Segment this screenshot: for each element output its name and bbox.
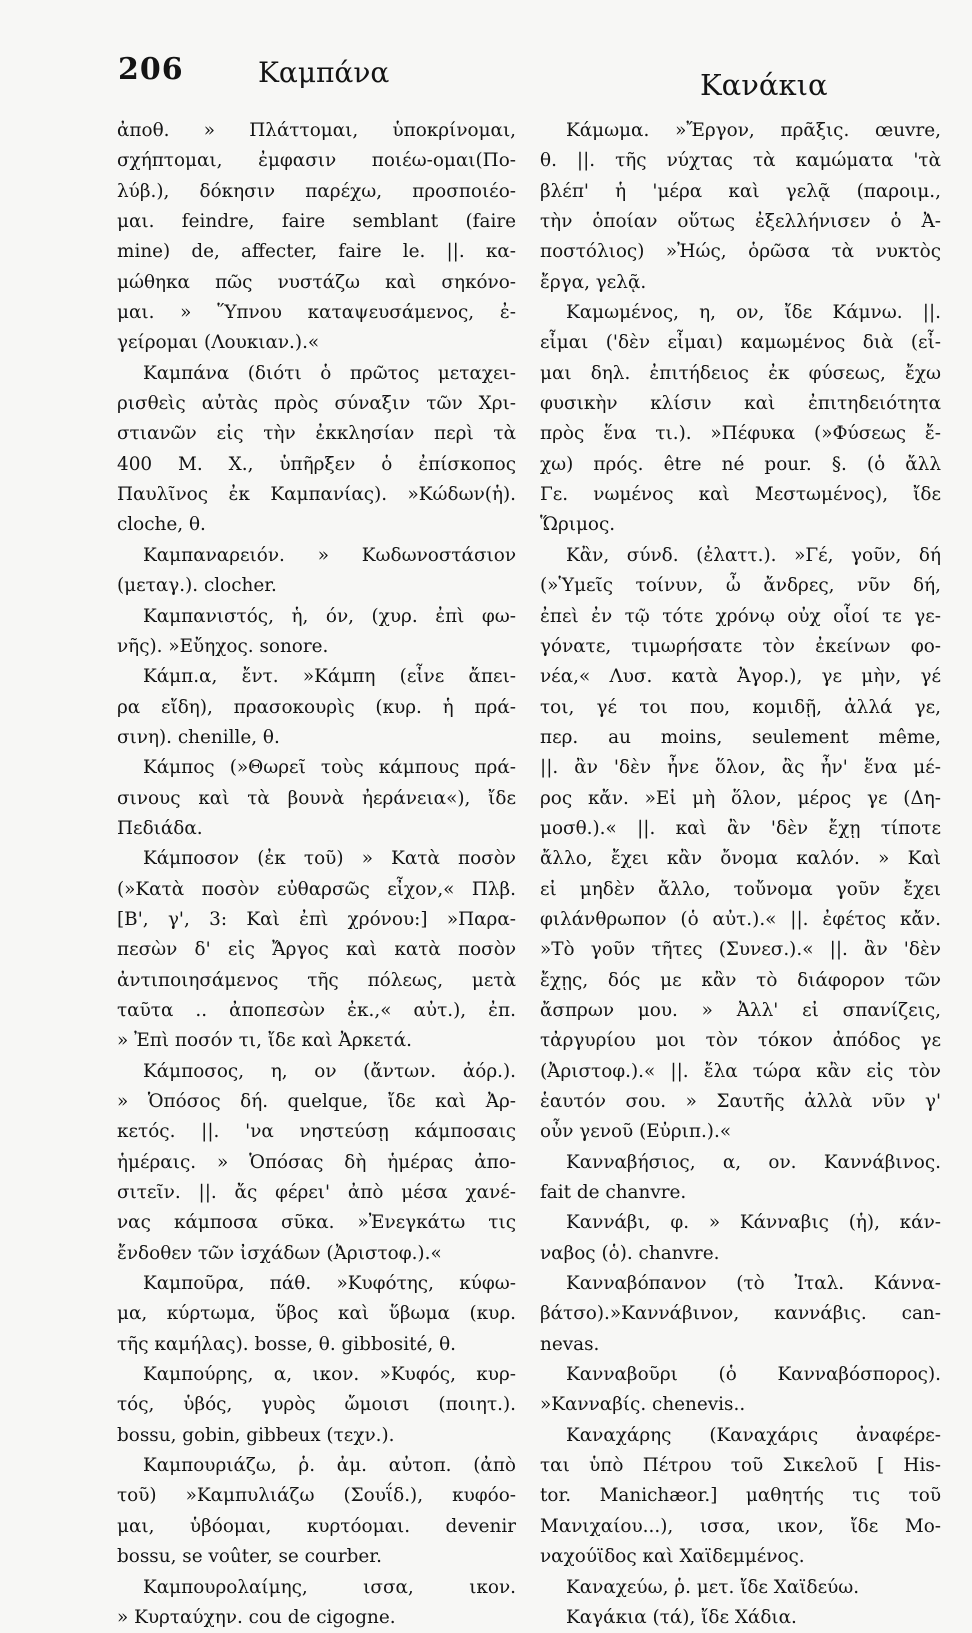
left-column (117, 116, 516, 1633)
page-number: 206 (118, 52, 184, 87)
text-line: στιανῶν εἰς τὴν ἐκκλησίαν περὶ τὰ (117, 423, 516, 445)
text-line: »Κανναβίς. chenevis.. (540, 1394, 746, 1416)
text-line: τοῦ) »Καμπυλιάζω (Σουΐδ.), κυφόο- (117, 1485, 516, 1507)
text-line: τἀργυρίου μοι τὸν τόκον ἀπόδος γε (540, 1030, 941, 1052)
text-line: Καμπανιστός, ἡ, όν, (χυρ. ἐπὶ φω- (143, 605, 516, 627)
text-line: Κάμωμα. »Ἔργον, πρᾶξις. œuvre, (566, 120, 941, 141)
text-line: περ. au moins, seulement même, (540, 726, 941, 748)
text-line: ναχούϊδος καὶ Χαϊδεμμένος. (540, 1546, 805, 1568)
text-line: σινη). chenille, θ. (117, 726, 280, 748)
text-line: (»Ὑμεῖς τοίνυν, ὦ ἄνδρες, νῦν δή, (540, 575, 941, 597)
text-line: ἄσπρων μου. » Ἀλλ' εἰ σπανίζεις, (540, 999, 941, 1021)
text-line: φιλάνθρωπον (ὁ αὐτ.).« ||. ἐφέτος κἄν. (540, 908, 941, 930)
text-line: γόνατε, τιμωρήσατε τὸν ἐκείνων φο- (540, 635, 941, 657)
text-line: μώθηκα πῶς νυστάζω καὶ σηκόνο- (117, 271, 516, 293)
text-line: Κἂν, σύνδ. (ἐλαττ.). »Γέ, γοῦν, δή (566, 544, 941, 566)
text-line: γείρομαι (Λουκιαν.).« (117, 332, 320, 354)
text-line: τοι, γέ τοι που, κομιδῇ, ἀλλά γε, (540, 696, 941, 718)
text-line: » Ὁπόσος δή. quelque, ἴδε καὶ Ἀρ- (117, 1091, 516, 1112)
text-line: ἑαυτόν σου. » Σαυτῆς ἀλλὰ νῦν γ' (540, 1091, 941, 1112)
text-line: νέα,« Λυσ. κατὰ Ἀγορ.), γε μὴν, γέ (540, 666, 941, 688)
text-line: μα, κύρτωμα, ὕβος καὶ ὕβωμα (κυρ. (117, 1303, 516, 1325)
text-line: ἀντιποιησάμενος τῆς πόλεως, μετὰ (117, 969, 516, 991)
text-line: ||. ἂν 'δὲν ἦνε ὅλον, ἂς ἦν' ἕνα μέ- (540, 757, 941, 779)
text-line: (»Κατὰ ποσὸν εὐθαρσῶς εἶχον,« Πλβ. (117, 878, 516, 900)
text-line: Καμπαναρειόν. » Κωδωνοστάσιον (143, 544, 516, 566)
text-line: σχήπτομαι, ἐμφασιν ποιέω-ομαι(Πο- (117, 150, 516, 172)
text-line: ρος κἄν. »Εἰ μὴ ὅλον, μέρος γε (Δη- (540, 787, 941, 809)
text-line: Καμπάνα (διότι ὁ πρῶτος μεταχει- (143, 362, 516, 384)
text-line: (Ἀριστοφ.).« ||. ἔλα τώρα κἂν εἰς τὸν (540, 1060, 941, 1082)
text-line: πρὸς ἕνα τι.). »Πέφυκα (»Φύσεως ἔ- (540, 423, 941, 445)
text-line: Καμωμένος, η, ον, ἴδε Κάμνω. ||. (566, 302, 941, 324)
text-line: Καγάκια (τά), ἴδε Χάδια. (566, 1606, 797, 1628)
text-line: bossu, gobin, gibbeux (τεχν.). (117, 1424, 395, 1446)
text-line: (μεταγ.). clocher. (117, 575, 277, 597)
text-line: Μανιχαίου...), ισσα, ικον, ἴδε Μο- (540, 1515, 941, 1537)
text-line: εἰ μηδὲν ἄλλο, τοὔνομα γοῦν ἔχει (540, 878, 941, 900)
text-line: ρισθεὶς αὐτὰς πρὸς σύναξιν τῶν Χρι- (117, 393, 516, 415)
text-line: ται ὑπὸ Πέτρου τοῦ Σικελοῦ [ His- (540, 1455, 941, 1477)
text-line: μαι. feindre, faire semblant (faire (117, 211, 516, 233)
text-line: » Κυρταύχην. cou de cigogne. (117, 1606, 396, 1628)
text-line: Κανναβοῦρι (ὁ Κανναβόσπορος). (566, 1364, 941, 1386)
text-line: ἔνδοθεν τῶν ἰσχάδων (Ἀριστοφ.).« (117, 1242, 442, 1264)
text-line: μαι, ὑβόομαι, κυρτόομαι. devenir (117, 1515, 516, 1537)
text-line: Παυλῖνος ἐκ Καμπανίας). »Κώδων(ἡ). (117, 484, 516, 506)
text-line: bossu, se voûter, se courber. (117, 1546, 382, 1568)
text-line: Κανναβόπανον (τὸ Ἰταλ. Κάννα- (566, 1273, 941, 1295)
right-guide-word: Κανάκια (700, 68, 828, 102)
text-line: νας κάμποσα σῦκα. »Ἐνεγκάτω τις (117, 1212, 516, 1234)
text-line: cloche, θ. (117, 514, 206, 536)
text-line: ταῦτα .. ἀποπεσὼν ἐκ.,« αὐτ.), ἐπ. (117, 999, 516, 1021)
text-line: χω) πρός. être né pour. §. (ὁ ἄλλ (540, 453, 941, 475)
text-line: λύβ.), δόκησιν παρέχω, προσποιέο- (117, 180, 516, 202)
text-line: tor. Manichæor.] μαθητής τις τοῦ (540, 1485, 941, 1507)
text-line: Κάμποσον (ἐκ τοῦ) » Κατὰ ποσὸν (143, 848, 516, 870)
text-line: ποστόλιος) »Ἠώς, ὁρῶσα τὰ νυκτὸς (540, 241, 941, 263)
text-line: 400 Μ. Χ., ὑπῆρξεν ὁ ἐπίσκοπος (117, 453, 516, 475)
text-line: Κανναβήσιος, α, ον. Καννάβινος. (566, 1151, 941, 1173)
text-line: Γε. νωμένος καὶ Μεστωμένος), ἴδε (540, 484, 941, 506)
text-line: ναβος (ὁ). chanvre. (540, 1242, 720, 1264)
text-line: Ὥριμος. (540, 514, 616, 536)
text-line: nevas. (540, 1333, 600, 1355)
text-line: ἄλλο, ἔχει κἂν ὄνομα καλόν. » Καὶ (540, 848, 941, 870)
text-line: σινους καὶ τὰ βουνὰ ἠεράνεια«), ἴδε (117, 787, 516, 809)
text-line: [Β', γ', 3: Καὶ ἐπὶ χρόνου:] »Παρα- (117, 908, 516, 930)
text-line: μαι δηλ. ἐπιτήδειος ἐκ φύσεως, ἔχω (540, 362, 941, 384)
text-line: Καμπουρολαίμης, ισσα, ικον. (143, 1576, 516, 1598)
text-line: φυσικὴν κλίσιν καὶ ἐπιτηδειότητα (540, 393, 941, 415)
text-line: Κάμπ.α, ἔντ. »Κάμπη (εἶνε ἄπει- (143, 666, 516, 688)
running-header (0, 52, 972, 112)
text-line: Καναχεύω, ῥ. μετ. ἴδε Χαϊδεύω. (566, 1576, 860, 1598)
text-line: Καννάβι, φ. » Κάνναβις (ἡ), κάν- (566, 1212, 941, 1234)
text-line: ρα εἴδη), πρασοκουρὶς (κυρ. ἡ πρά- (117, 696, 516, 718)
left-guide-word: Καμπάνα (258, 56, 390, 89)
text-line: μαι. » Ὕπνου καταψευσάμενος, ἐ- (117, 302, 516, 324)
text-line: Πεδιάδα. (117, 817, 203, 839)
text-line: Καμποῦρα, πάθ. »Κυφότης, κύφω- (143, 1273, 516, 1295)
text-line: κετός. ||. 'να νηστεύσῃ κάμποσαις (117, 1121, 516, 1143)
text-line: τός, ὑβός, γυρὸς ὤμοισι (ποιητ.). (117, 1394, 516, 1416)
text-line: σιτεῖν. ||. ἄς φέρει' ἀπὸ μέσα χανέ- (117, 1182, 516, 1204)
text-line: ἐπεὶ ἐν τῷ τότε χρόνῳ οὐχ οἷοί τε γε- (540, 605, 941, 627)
text-line: εἶμαι ('δὲν εἶμαι) καμωμένος διὰ (εἶ- (540, 332, 941, 354)
right-column (540, 116, 941, 1633)
text-line: Καναχάρης (Καναχάρις ἀναφέρε- (566, 1424, 941, 1446)
text-line: ἀποθ. » Πλάττομαι, ὑποκρίνομαι, (117, 120, 516, 141)
text-line: fait de chanvre. (540, 1182, 687, 1204)
text-line: θ. ||. τῆς νύχτας τὰ καμώματα 'τὰ (540, 150, 941, 172)
text-line: τῆς καμήλας). bosse, θ. gibbosité, θ. (117, 1333, 456, 1355)
text-line: τὴν ὁποίαν οὕτως ἐξελλήνισεν ὁ Ἀ- (540, 211, 941, 233)
text-line: βλέπ' ἡ 'μέρα καὶ γελᾷ (παροιμ., (540, 180, 941, 202)
text-line: βάτσο).»Καννάβινον, καννάβις. can- (540, 1303, 941, 1325)
text-line: Κάμπος (»Θωρεῖ τοὺς κάμπους πρά- (143, 757, 516, 779)
text-line: οὖν γενοῦ (Εὐριπ.).« (540, 1121, 732, 1143)
text-line: πεσὼν δ' εἰς Ἄργος καὶ κατὰ ποσὸν (117, 939, 516, 961)
text-line: Κάμποσος, η, ον (ἄντων. ἀόρ.). (143, 1060, 516, 1082)
text-line: mine) de, affecter, faire le. ||. κα- (117, 241, 516, 263)
text-line: ἔχῃς, δός με κἂν τὸ διάφορον τῶν (540, 969, 941, 991)
text-line: ἡμέραις. » Ὁπόσας δὴ ἡμέρας ἀπο- (117, 1151, 516, 1173)
text-line: μοσθ.).« ||. καὶ ἂν 'δὲν ἔχῃ τίποτε (540, 817, 941, 839)
text-line: νῆς). »Εὔηχος. sonore. (117, 635, 329, 657)
text-line: » Ἐπὶ ποσόν τι, ἴδε καὶ Ἀρκετά. (117, 1030, 412, 1052)
text-line: Καμπούρης, α, ικον. »Κυφός, κυρ- (143, 1364, 516, 1386)
text-line: ἔργα, γελᾷ. (540, 271, 647, 293)
text-line: Καμπουριάζω, ῥ. ἀμ. αὐτοπ. (ἀπὸ (143, 1455, 516, 1477)
text-line: »Τὸ γοῦν τῆτες (Συνεσ.).« ||. ἂν 'δὲν (540, 939, 941, 961)
